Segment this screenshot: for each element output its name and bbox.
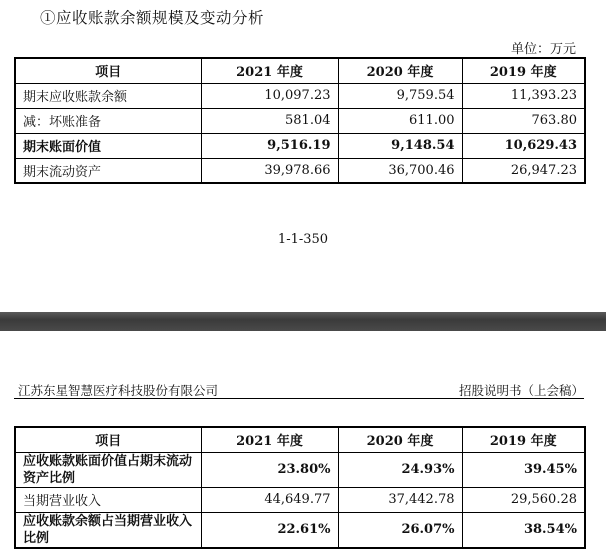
header-2019: 2019 年度	[462, 427, 585, 452]
table-row	[15, 158, 585, 183]
cell-2021: 44,649.77	[201, 487, 338, 512]
cell-2020: 9,148.54	[338, 133, 462, 158]
page-separator	[0, 312, 606, 331]
cell-2021: 9,516.19	[201, 133, 338, 158]
company-name: 江苏东星智慧医疗科技股份有限公司	[18, 383, 219, 398]
row-label: 当期营业收入	[15, 487, 201, 512]
cell-2021: 22.61%	[201, 512, 338, 548]
table-row	[15, 512, 585, 548]
header-item: 项目	[15, 427, 201, 452]
table-row	[15, 83, 585, 108]
table-row	[15, 452, 585, 487]
ratio-table	[14, 426, 586, 549]
header-rule	[14, 398, 584, 399]
cell-2020: 611.00	[338, 108, 462, 133]
cell-2019: 26,947.23	[462, 158, 585, 183]
cell-2021: 581.04	[201, 108, 338, 133]
row-label: 期末流动资产	[15, 158, 201, 183]
table-row	[15, 108, 585, 133]
cell-2021: 23.80%	[201, 452, 338, 487]
cell-2019: 11,393.23	[462, 83, 585, 108]
header-2021: 2021 年度	[201, 58, 338, 83]
document-type: 招股说明书（上会稿）	[458, 383, 584, 398]
cell-2020: 26.07%	[338, 512, 462, 548]
table-header-row	[15, 427, 585, 452]
header-2021: 2021 年度	[201, 427, 338, 452]
cell-2020: 36,700.46	[338, 158, 462, 183]
cell-2019: 763.80	[462, 108, 585, 133]
row-label: 应收账款账面价值占期末流动资产比例	[15, 452, 201, 487]
row-label: 应收账款余额占当期营业收入比例	[15, 512, 201, 548]
cell-2019: 10,629.43	[462, 133, 585, 158]
cell-2019: 38.54%	[462, 512, 585, 548]
header-2019: 2019 年度	[462, 58, 585, 83]
table-header-row	[15, 58, 585, 83]
header-2020: 2020 年度	[338, 58, 462, 83]
cell-2019: 39.45%	[462, 452, 585, 487]
table-row	[15, 487, 585, 512]
cell-2019: 29,560.28	[462, 487, 585, 512]
row-label: 期末账面价值	[15, 133, 201, 158]
cell-2020: 24.93%	[338, 452, 462, 487]
table-row	[15, 133, 585, 158]
cell-2021: 39,978.66	[201, 158, 338, 183]
receivables-table	[14, 57, 586, 184]
cell-2021: 10,097.23	[201, 83, 338, 108]
cell-2020: 9,759.54	[338, 83, 462, 108]
page-number: 1-1-350	[277, 232, 329, 247]
bottom-page	[0, 331, 606, 560]
row-label: 减：坏账准备	[15, 108, 201, 133]
cell-2020: 37,442.78	[338, 487, 462, 512]
section-title: ①应收账款余额规模及变动分析	[40, 9, 265, 27]
unit-label: 单位：万元	[510, 42, 576, 57]
header-item: 项目	[15, 58, 201, 83]
header-2020: 2020 年度	[338, 427, 462, 452]
row-label: 期末应收账款余额	[15, 83, 201, 108]
